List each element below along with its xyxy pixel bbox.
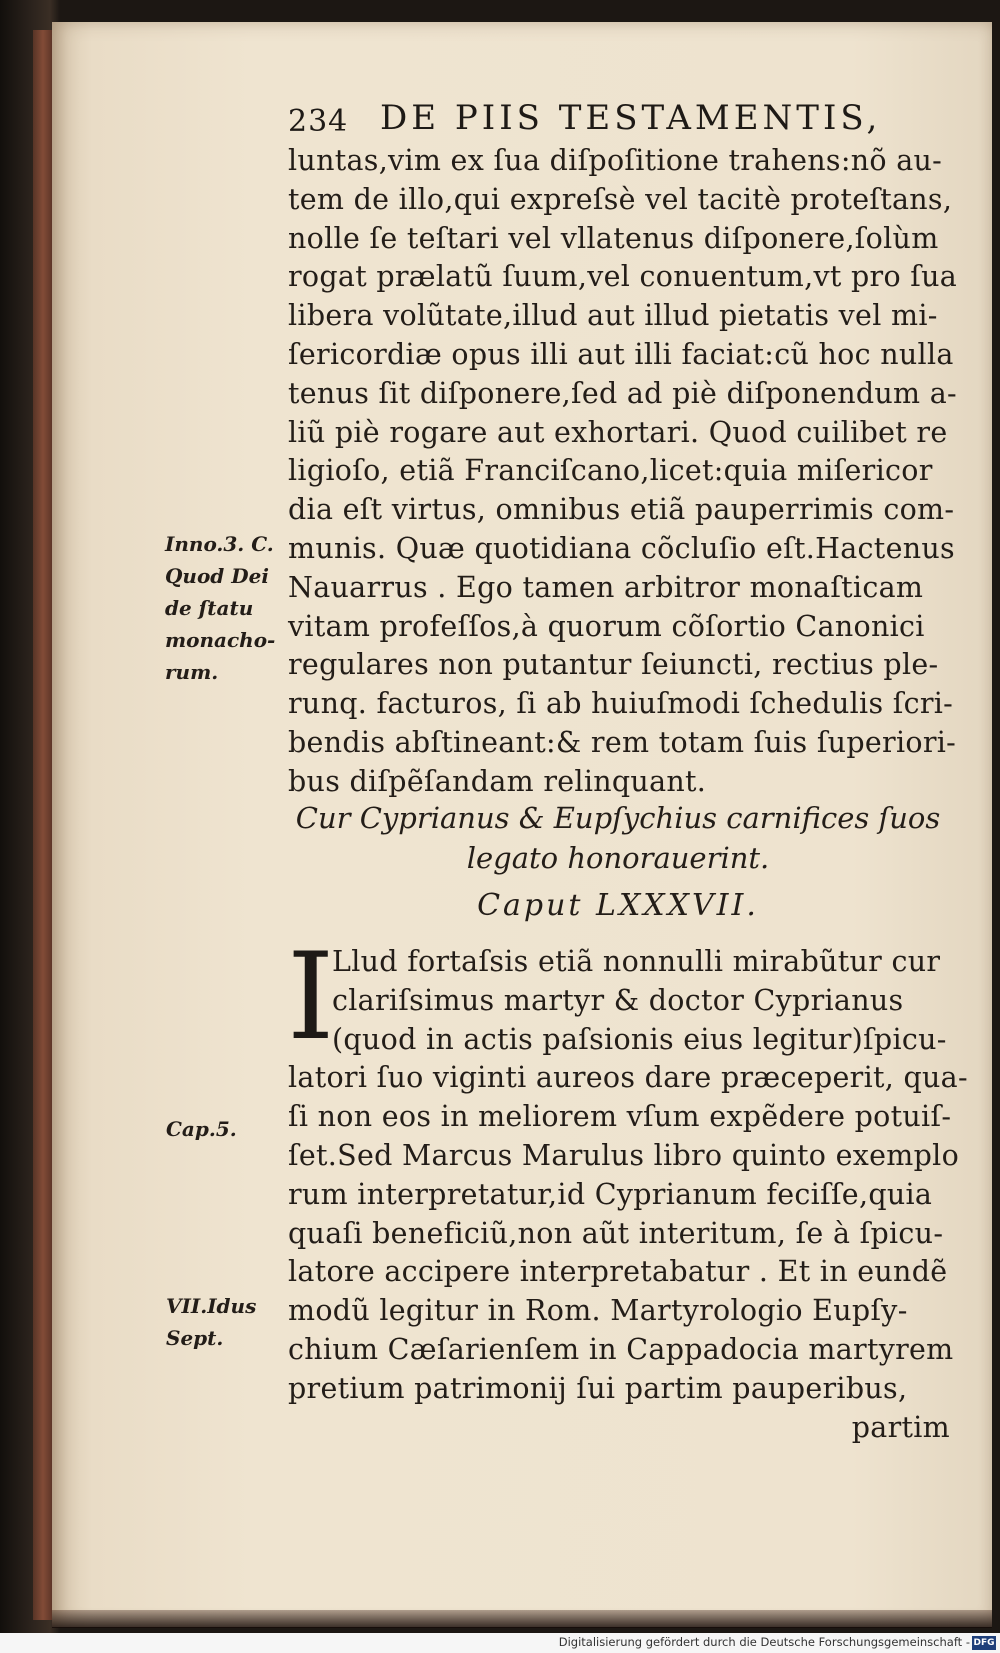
marginal-note-line: rum.	[165, 660, 219, 684]
text-line: Nauarrus . Ego tamen arbitror monaſticam	[288, 570, 924, 604]
section-heading	[288, 798, 948, 878]
text-line: tenus ſit diſponere,ſed ad piè diſponendum a-	[288, 376, 957, 410]
text-line: liũ piè rogare aut exhortari. Quod cuilibet re	[288, 415, 948, 449]
text-line: luntas,vim ex ſua diſpoſitione trahens:nõ au-	[288, 144, 943, 177]
drop-cap-initial: I	[287, 928, 335, 1067]
digitization-footer	[0, 1633, 1000, 1653]
page-header	[288, 98, 948, 142]
marginal-note-innocent	[165, 528, 275, 688]
text-line: vitam profeſſos,à quorum cõſortio Canonici	[288, 609, 925, 643]
marginal-note-line: Inno.3. C.	[165, 532, 274, 556]
chapter-label: Caput LXXXVII.	[477, 888, 759, 923]
text-line: ligioſo, etiã Franciſcano,licet:quia miſericor	[288, 454, 933, 488]
text-line: chium Cæſarienſem in Cappadocia martyrem	[288, 1332, 954, 1366]
text-line: quaſi beneficiũ,non aũt interitum, ſe à ſpicu-	[288, 1216, 944, 1250]
marginal-note-line: Cap.5.	[166, 1117, 237, 1141]
text-line: ſericordiæ opus illi aut illi faciat:cũ hoc nulla	[288, 337, 954, 371]
marginal-note-date	[166, 1290, 256, 1354]
text-line: libera volũtate,illud aut illud pietatis vel mi-	[288, 299, 938, 333]
marginal-note-line: Sept.	[166, 1326, 224, 1350]
text-line: bendis abſtineant:& rem totam ſuis ſuperiori-	[288, 725, 957, 759]
text-line: Llud fortaſsis etiã nonnulli mirabũtur cur	[332, 945, 941, 978]
catchword: partim	[851, 1410, 950, 1444]
page-bottom-shadow	[52, 1610, 992, 1628]
text-line: bus diſpẽſandam relinquant.	[288, 764, 707, 798]
marginal-note-line: de ſtatu	[165, 596, 254, 620]
text-line: rum interpretatur,id Cyprianum feciſſe,quia	[288, 1177, 933, 1211]
running-title: DE PIIS TESTAMENTIS,	[380, 98, 882, 138]
text-line: (quod in actis paſsionis eius legitur)ſpicu-	[332, 1022, 947, 1056]
dfg-logo-icon: DFG	[973, 1638, 995, 1648]
text-line: nolle ſe teſtari vel vllatenus diſponere,ſolùm	[288, 221, 939, 255]
section-heading-line: Cur Cyprianus & Eupſychius carnifices ſuos	[295, 801, 941, 835]
text-line: regulares non putantur ſeiuncti, rectius ple-	[288, 648, 939, 682]
paragraph-2	[287, 928, 968, 1447]
text-line: ſet.Sed Marcus Marulus libro quinto exemplo	[288, 1138, 960, 1172]
text-line: runq. facturos, ſi ab huiuſmodi ſchedulis ſcri-	[288, 687, 954, 721]
text-line: tem de illo,qui expreſsè vel tacitè proteſtans,	[288, 182, 953, 216]
text-line: pretium patrimonij ſui partim pauperibus,	[288, 1371, 908, 1405]
paragraph-1	[288, 142, 960, 802]
marginal-note-chapter	[166, 1113, 237, 1145]
footer-credit: Digitalisierung gefördert durch die Deutsche Forschungsgemeinschaft -	[558, 1635, 970, 1649]
text-line: dia eſt virtus, omnibus etiã pauperrimis com-	[288, 493, 955, 527]
section-heading-line: legato honorauerint.	[466, 841, 770, 875]
text-line: latore accipere interpretabatur . Et in eundẽ	[288, 1255, 948, 1289]
text-line: modũ legitur in Rom. Martyrologio Eupſy-	[288, 1294, 908, 1328]
text-line: latori ſuo viginti aureos dare præceperit, qua-	[288, 1061, 968, 1095]
marginal-note-line: monacho-	[165, 628, 276, 652]
text-line: clariſsimus martyr & doctor Cyprianus	[332, 983, 904, 1017]
marginal-note-line: VII.Idus	[166, 1294, 257, 1318]
text-line: rogat prælatũ ſuum,vel conuentum,vt pro ſua	[288, 260, 958, 294]
text-line: ſi non eos in meliorem vſum expẽdere potuiſ-	[288, 1100, 952, 1134]
marginal-note-line: Quod Dei	[165, 564, 269, 588]
text-line: munis. Quæ quotidiana cõcluſio eſt.Hactenus	[288, 531, 955, 565]
page-number: 234	[288, 104, 349, 139]
